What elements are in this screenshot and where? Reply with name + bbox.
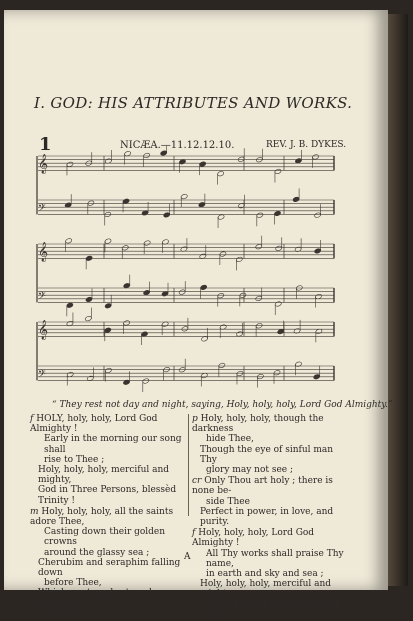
svg-text:𝄞: 𝄞 [38,154,49,174]
verse-line: All Thy works shall praise Thy name, [206,548,344,569]
dynamic-mark: f [192,528,196,539]
music-system [37,236,334,317]
verse-line: side Thee [206,496,250,507]
verse-line: Perfect in power, in love, and purity. [200,506,334,528]
verse-line: Holy, holy, holy, merciful and mighty, [200,579,332,600]
dynamic-mark: cr [192,476,202,487]
tune-name: NICÆA.—11.12.12.10. [120,140,235,151]
section-heading: I. GOD: HIS ATTRIBUTES AND WORKS. [34,94,353,112]
verse-line: Only Thou art holy ; there is none be- [192,476,333,497]
verse-line: Cherubim and seraphim falling down [38,557,181,579]
verse-line: Though the eye of sinful man Thy [200,444,334,465]
verse-line: shalt be. [44,608,84,619]
svg-text:𝄢: 𝄢 [38,202,46,216]
music-system [37,146,334,228]
dynamic-mark: m [30,506,39,517]
verse-line: in earth and sky and sea ; [206,569,324,580]
verse-line: before Thee, [44,578,102,589]
verse-line: hide Thee, [206,434,254,445]
verse-line: Holy, holy, holy, merciful and mighty, [38,465,170,486]
stanza-2 [30,507,190,619]
verse-line: God in Three Persons, blessèd Trinity ! [38,485,177,506]
dynamic-mark: p [192,414,198,424]
verse-line: Holy, holy, holy, Lord God Almighty ! [192,528,315,549]
verse-line: rise to Thee ; [44,454,105,465]
hymn-text-left-column [30,414,190,620]
hymn-number: 1 [39,134,52,155]
verse-line: glory may not see ; [206,465,294,476]
stanza-5 [192,528,348,620]
stanza-4 [192,476,348,527]
svg-text:𝄢: 𝄢 [38,290,46,304]
verse-line: Early in the morning our song shall [44,434,182,455]
epigraph: “ They rest not day and night, saying, Holy, holy, holy, Lord God Almighty.” [52,400,393,410]
music-score [34,146,344,392]
signature-mark: A [184,552,191,562]
music-system [37,308,334,392]
svg-text:𝄢: 𝄢 [38,368,46,382]
verse-line: Holy, holy, holy, all the saints adore Thee, [30,506,174,528]
stanza-1 [30,414,190,506]
verse-line: God in Three Persons, blessèd Trinity ! [200,599,339,620]
stanza-3 [192,414,348,475]
verse-line: around the glassy sea ; [44,547,150,558]
verse-line: Which wert, and art, and evermore [38,588,153,609]
svg-text:𝄞: 𝄞 [38,320,49,340]
book-page-edge [386,14,408,586]
composer: REV. J. B. DYKES. [266,140,347,150]
svg-text:𝄞: 𝄞 [38,242,49,262]
verse-line: Holy, holy, holy, though the darkness [192,414,324,435]
verse-line: HOLY, holy, holy, Lord God Almighty ! [30,414,158,435]
verse-line: Casting down their golden crowns [44,527,166,548]
hymn-text-right-column [192,414,348,621]
dynamic-mark: f [30,414,34,424]
column-divider [188,414,189,516]
